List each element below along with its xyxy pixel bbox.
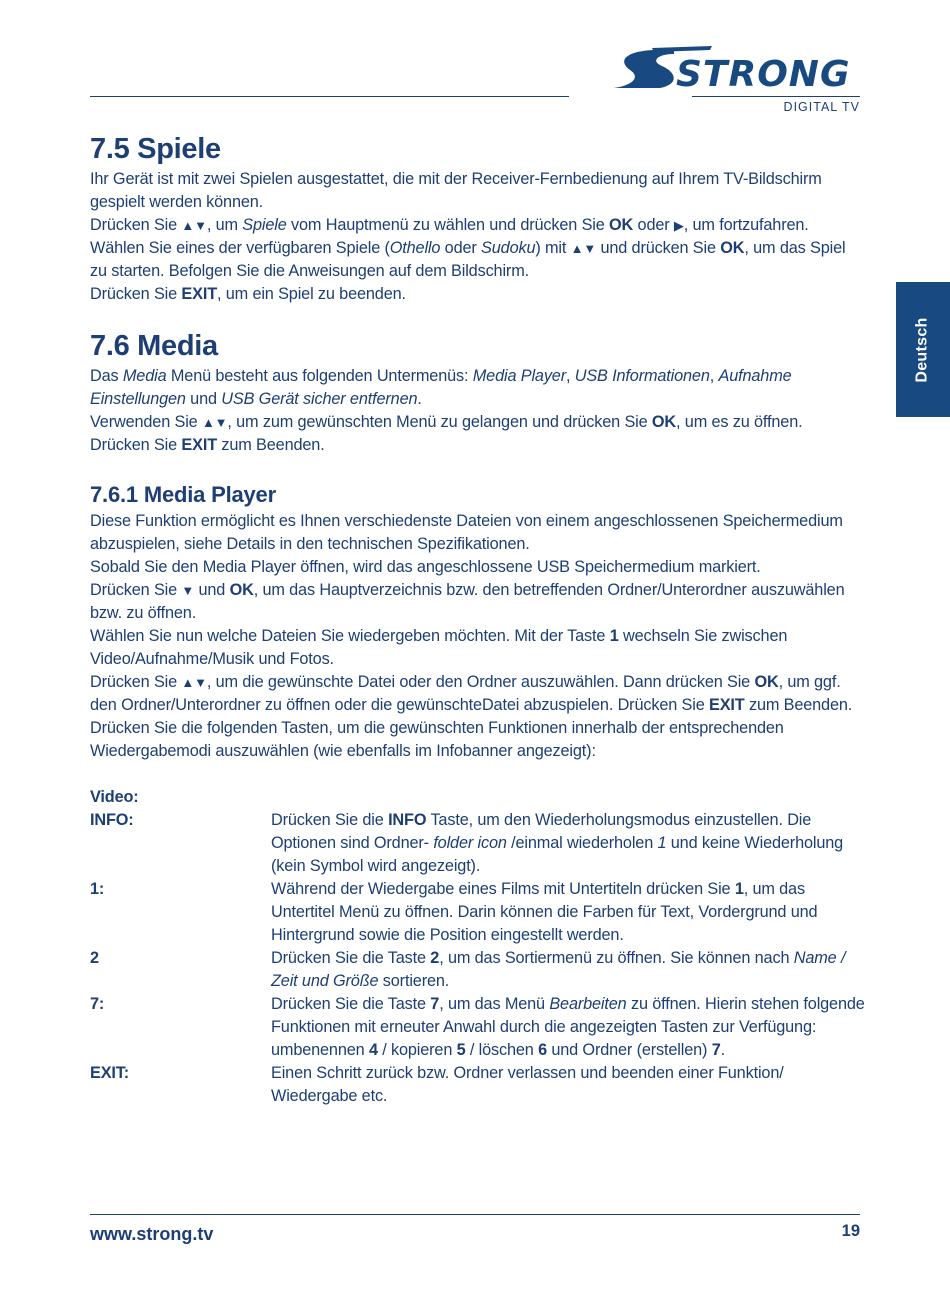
paragraph: Wählen Sie nun welche Dateien Sie wiedergeben möchten. Mit der Taste 1 wechseln Sie zwischen Video/Aufnahme/Musik und Fotos. xyxy=(90,627,788,668)
paragraph: Drücken Sie ▼ und OK, um das Hauptverzeichnis bzw. den betreffenden Ordner/Unterordner auszuwählen bzw. zu öffnen. xyxy=(90,581,845,622)
up-arrow-icon: ▲ xyxy=(570,241,584,256)
up-arrow-icon: ▲ xyxy=(181,218,195,233)
header-rule xyxy=(90,96,569,97)
footer-website-link[interactable]: www.strong.tv xyxy=(90,1224,214,1244)
footer-rule xyxy=(90,1214,860,1215)
strong-logo-mark xyxy=(612,44,862,96)
down-arrow-icon: ▼ xyxy=(214,415,228,430)
section-title-7-6: 7.6 Media xyxy=(90,330,218,362)
paragraph: Sobald Sie den Media Player öffnen, wird das angeschlossene USB Speichermedium markiert. xyxy=(90,558,761,576)
page-content xyxy=(90,130,865,1108)
up-arrow-icon: ▲ xyxy=(181,675,195,690)
brand-text: STRONG xyxy=(676,54,851,95)
paragraph: Wählen Sie eines der verfügbaren Spiele (Othello oder Sudoku) mit ▲▼ und drücken Sie OK, um das Spiel zu starten. Befolgen Sie die Anweisungen auf dem Bildschirm. xyxy=(90,239,846,280)
key-row-info xyxy=(90,809,865,878)
key-row-1 xyxy=(90,878,865,947)
paragraph: Drücken Sie EXIT, um ein Spiel zu beenden. xyxy=(90,285,406,303)
paragraph: Verwenden Sie ▲▼, um zum gewünschten Menü zu gelangen und drücken Sie OK, um es zu öffnen. xyxy=(90,411,865,434)
key-label: 7: xyxy=(90,995,105,1013)
key-row-exit xyxy=(90,1062,865,1108)
key-label: 1: xyxy=(90,880,105,898)
video-heading: Video: xyxy=(90,788,139,806)
logo-rule xyxy=(692,96,860,97)
key-row-7 xyxy=(90,993,865,1062)
paragraph: Ihr Gerät ist mit zwei Spielen ausgestattet, die mit der Receiver-Fernbedienung auf Ihrem TV-Bildschirm gespielt werden können. xyxy=(90,170,822,211)
right-arrow-icon: ▶ xyxy=(673,218,684,233)
up-arrow-icon: ▲ xyxy=(201,415,215,430)
down-arrow-icon: ▼ xyxy=(194,218,207,233)
key-description: Drücken Sie die INFO Taste, um den Wiederholungsmodus einzustellen. Die Optionen sind Ordner- folder icon /einmal wiederholen 1 und keine Wiederholung (kein Symbol wird angezeigt). xyxy=(271,811,844,875)
key-description: Während der Wiedergabe eines Films mit Untertiteln drücken Sie 1, um das Untertitel Menü zu öffnen. Darin können die Farben für Text, Vordergrund und Hintergrund sowie die Position eingestellt werden. xyxy=(271,880,818,944)
paragraph: Drücken Sie EXIT zum Beenden. xyxy=(90,436,325,454)
paragraph: Diese Funktion ermöglicht es Ihnen verschiedenste Dateien von einem angeschlossenen Speichermedium abzuspielen, siehe Details in den technischen Spezifikationen. xyxy=(90,512,843,553)
key-description: Einen Schritt zurück bzw. Ordner verlassen und beenden einer Funktion/ Wiedergabe etc. xyxy=(271,1064,784,1105)
key-label: INFO: xyxy=(90,811,134,829)
key-row-2 xyxy=(90,947,865,993)
language-tab[interactable] xyxy=(896,282,950,417)
paragraph: Drücken Sie ▲▼, um die gewünschte Datei oder den Ordner auszuwählen. Dann drücken Sie OK, um ggf. den Ordner/Unterordner zu öffnen oder die gewünschteDatei abzuspielen. Drücken Sie EXIT zum Beenden. xyxy=(90,673,853,714)
section-title-7-6-1: 7.6.1 Media Player xyxy=(90,482,276,507)
key-description: Drücken Sie die Taste 2, um das Sortiermenü zu öffnen. Sie können nach Name / Zeit und Größe sortieren. xyxy=(271,949,846,990)
down-arrow-icon: ▼ xyxy=(181,583,195,598)
brand-subtitle: DIGITAL TV xyxy=(783,100,860,114)
page-number: 19 xyxy=(841,1222,860,1240)
key-label: EXIT: xyxy=(90,1064,130,1082)
section-title-7-5: 7.5 Spiele xyxy=(90,133,221,165)
key-label: 2 xyxy=(90,949,99,967)
paragraph: Drücken Sie ▲▼, um Spiele vom Hauptmenü zu wählen und drücken Sie OK oder ▶, um fortzufahren. xyxy=(90,214,865,237)
paragraph: Drücken Sie die folgenden Tasten, um die gewünschten Funktionen innerhalb der entsprechenden Wiedergabemodi auszuwählen (wie ebenfalls im Infobanner angezeigt): xyxy=(90,719,784,760)
down-arrow-icon: ▼ xyxy=(583,241,597,256)
down-arrow-icon: ▼ xyxy=(194,675,207,690)
paragraph: Das Media Menü besteht aus folgenden Untermenüs: Media Player, USB Informationen, Aufnahme Einstellungen und USB Gerät sicher entfernen. xyxy=(90,367,792,408)
language-tab-label: Deutsch xyxy=(914,316,932,383)
key-description: Drücken Sie die Taste 7, um das Menü Bearbeiten zu öffnen. Hierin stehen folgende Funktionen mit erneuter Anwahl durch die angezeigten Tasten zur Verfügung: umbenennen 4 / kopieren 5 / löschen 6 und Ordner (erstellen) 7. xyxy=(271,995,865,1059)
